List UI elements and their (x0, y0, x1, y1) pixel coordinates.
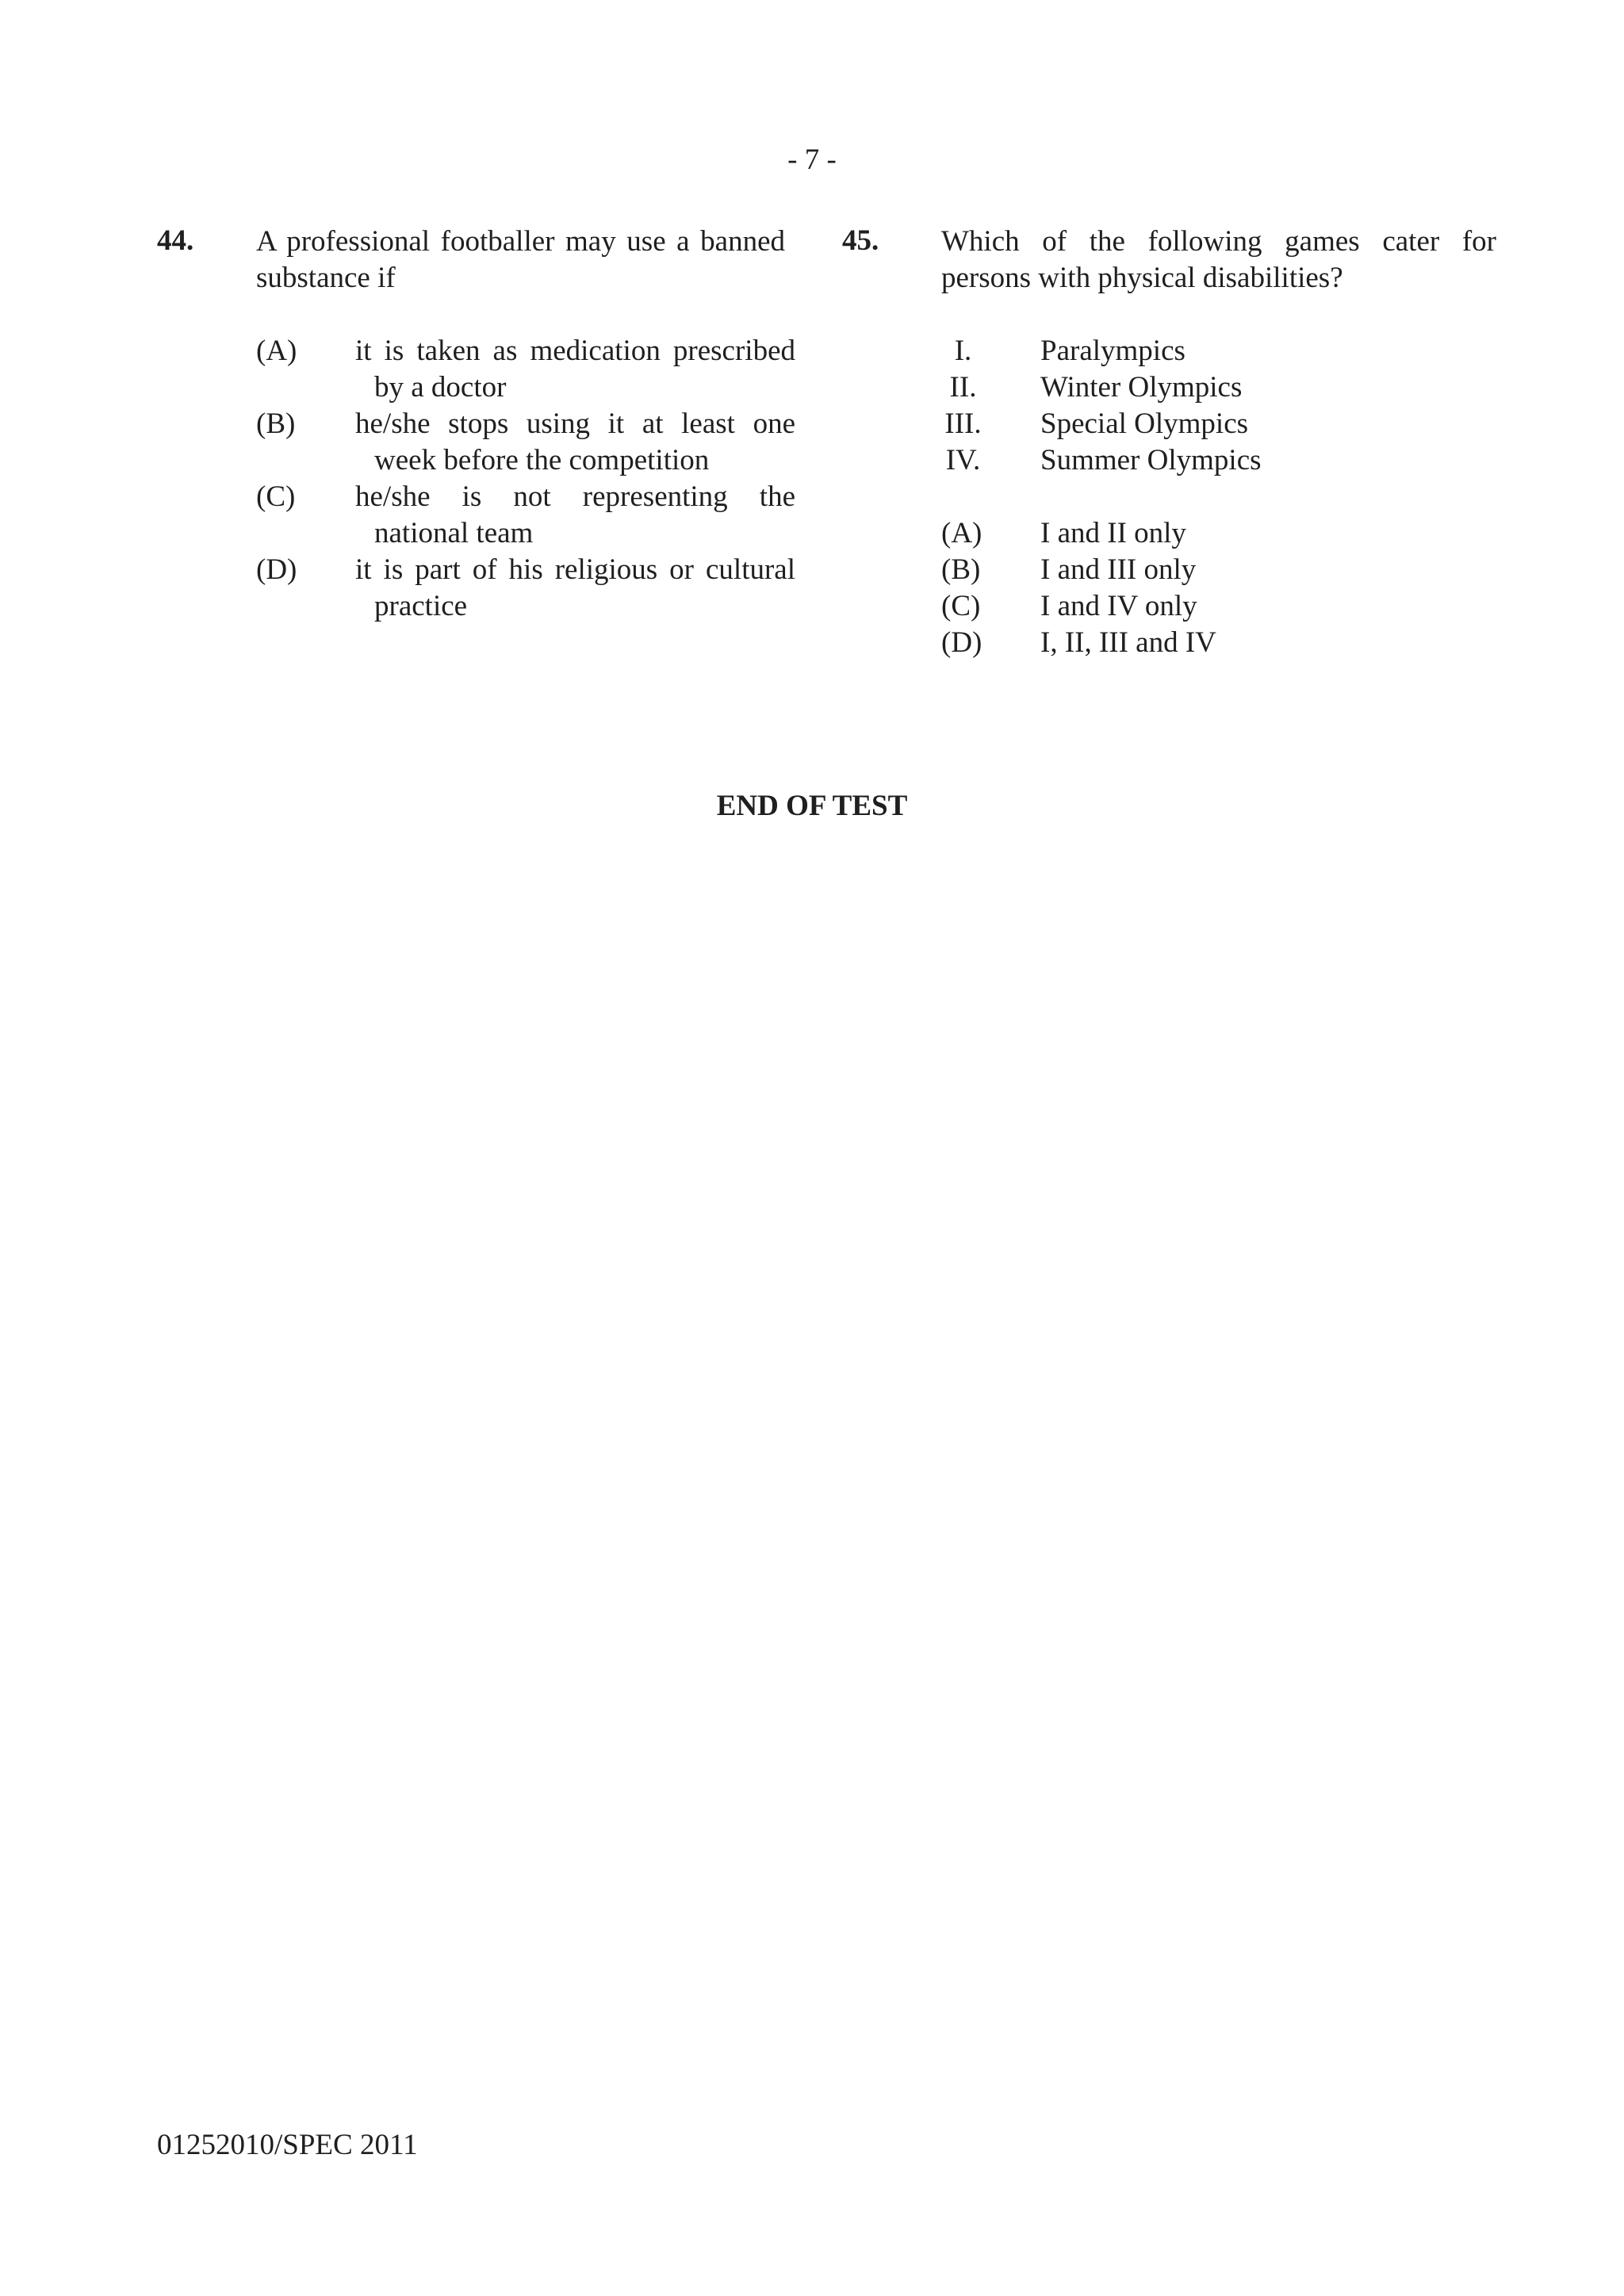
option-d (256, 552, 795, 625)
statement-text: Summer Olympics (1040, 444, 1262, 476)
statement-item (941, 369, 1480, 406)
paper-code-footer: 01252010/SPEC 2011 (157, 2129, 418, 2161)
option-label: (D) (941, 626, 982, 659)
option-text: he/she is not representing the national team (355, 480, 795, 549)
statement-text: Winter Olympics (1040, 371, 1243, 404)
option-text: I, II, III and IV (1040, 626, 1216, 659)
statement-label: IV. (945, 444, 981, 476)
option-label: (A) (256, 335, 297, 367)
question-number: 45. (842, 224, 879, 257)
statement-text: Paralympics (1040, 335, 1185, 367)
option-label: (A) (941, 517, 982, 549)
answer-options (256, 333, 795, 625)
answer-options (941, 515, 1480, 661)
option-text: it is taken as medication prescribed by a doctor (355, 335, 795, 404)
option-text: it is part of his religious or cultural practice (355, 553, 795, 622)
option-label: (C) (941, 590, 981, 622)
statement-item (941, 333, 1480, 369)
end-of-test-heading: END OF TEST (716, 790, 908, 822)
statement-list (941, 333, 1480, 479)
question-stem: A professional footballer may use a banned substance if (256, 225, 785, 294)
option-text: I and II only (1040, 517, 1186, 549)
statement-item (941, 406, 1480, 442)
statement-item (941, 442, 1480, 479)
question-stem: Which of the following games cater for persons with physical disabilities? (941, 225, 1496, 294)
statement-label: II. (949, 371, 977, 404)
option-a (256, 333, 795, 406)
option-text: I and IV only (1040, 590, 1197, 622)
option-b (941, 552, 1480, 588)
option-label: (B) (941, 553, 981, 586)
option-label: (D) (256, 553, 297, 586)
question-number: 44. (157, 224, 194, 257)
option-a (941, 515, 1480, 552)
option-b (256, 406, 795, 479)
option-label: (B) (256, 408, 296, 440)
option-c (941, 588, 1480, 625)
statement-label: I. (954, 335, 972, 367)
statement-text: Special Olympics (1040, 408, 1249, 440)
option-c (256, 479, 795, 552)
page-number: - 7 - (787, 144, 837, 176)
option-label: (C) (256, 480, 296, 513)
option-text: I and III only (1040, 553, 1197, 586)
option-text: he/she stops using it at least one week before the competition (355, 408, 795, 476)
option-d (941, 625, 1480, 661)
statement-label: III. (944, 408, 982, 440)
